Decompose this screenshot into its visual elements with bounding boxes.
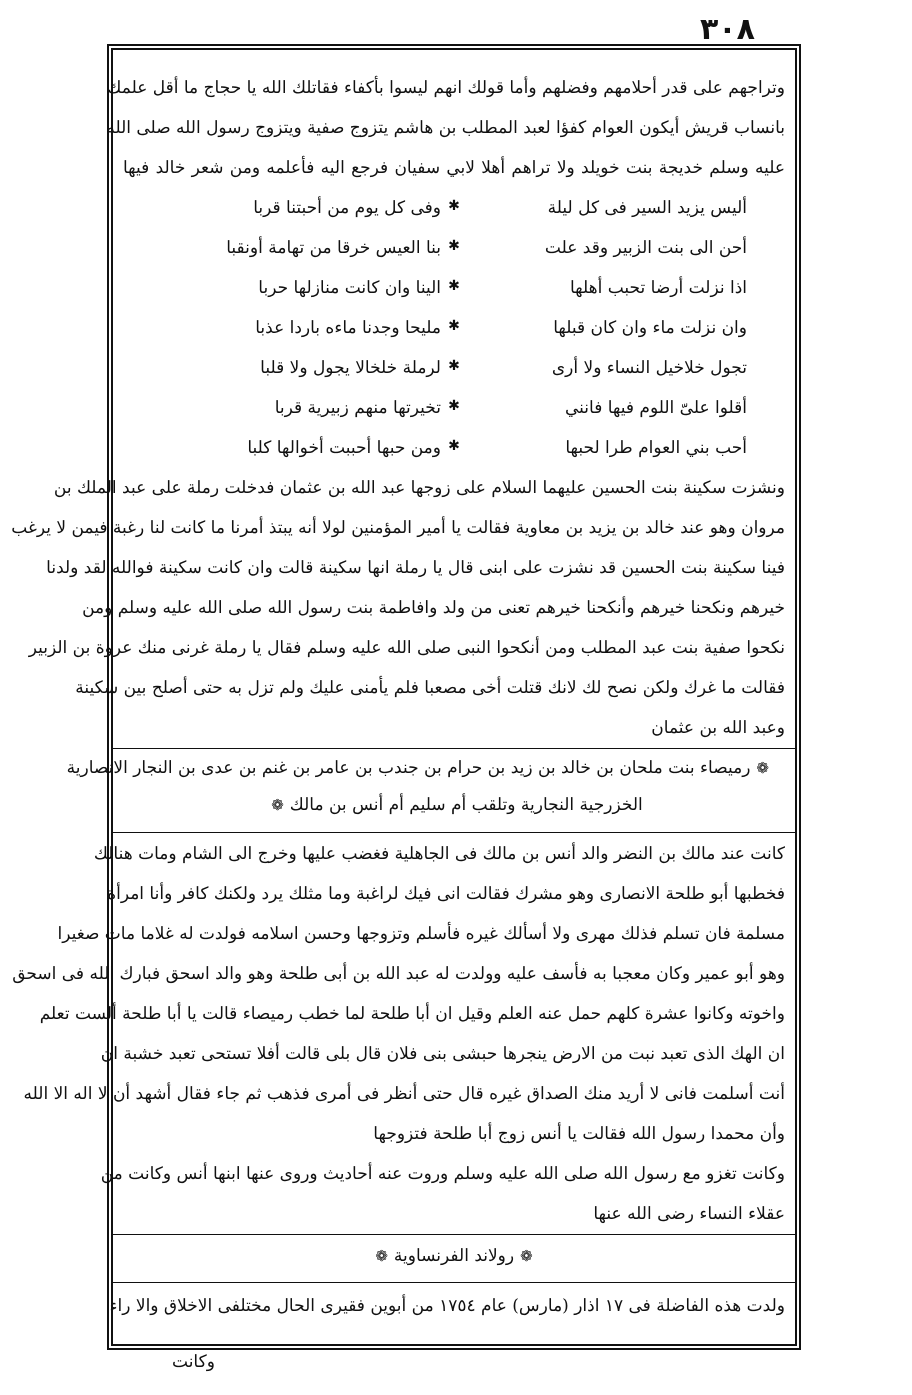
poem-verse [153,358,755,378]
ornament-icon: ❁ [375,1247,388,1265]
entry-title-line: الخزرجية النجارية وتلقب أم سليم أم أنس بن مالك❁ [133,795,775,815]
section-divider [113,748,795,749]
verse-second-hemistich: لرملة خلخالا يجول ولا قلبا [260,358,441,378]
text-line: عليه وسلم خديجة بنت خويلد ولا تراهم أهلا لابي سفيان فرجع اليه فأعلمه ومن شعر خالد فيها [123,158,785,178]
verse-first-hemistich: أحب بني العوام طرا لحبها [565,438,747,458]
poem-verse [153,438,755,458]
text-line: فينا سكينة بنت الحسين قد نشزت على ابنى قال يا رملة انها سكينة قالت وان كانت سكينة فوالله لقد ولدنا [46,558,785,578]
text-line: أنت أسلمت فانى لا أريد منك الصداق غيره قال حتى أنظر فى أمرى فذهب ثم جاء فقال أشهد أن لا اله الا الله [23,1084,785,1104]
star-separator-icon: ✱ [448,238,460,254]
entry-title-line: ❁رميصاء بنت ملحان بن خالد بن زيد بن حرام بن جندب بن عامر بن غنم بن عدى بن النجار الانصارية [133,758,775,778]
page-frame [11,44,801,1350]
poem-verse [153,278,755,298]
verse-second-hemistich: الينا وان كانت منازلها حربا [258,278,441,298]
text-line: واخوته وكانوا عشرة كلهم حمل عنه العلم وقيل ان أبا طلحة لما خطب رميصاء قالت يا أبا طلحة ألست تعلم [39,1004,785,1024]
verse-first-hemistich: أحن الى بنت الزبير وقد علت [544,238,747,258]
entry-title: ❁رولاند الفرنساوية❁ [133,1246,775,1266]
text-line: وهو أبو عمير وكان معجبا به فأسف عليه وولدت له عبد الله بن أبى طلحة وهو والد اسحق فبارك الله فى اسحق [12,964,785,984]
text-line: مروان وهو عند خالد بن يزيد بن معاوية فقالت يا أمير المؤمنين لولا أنه يبتذ أمرنا ما كانت لنا رغبة فيمن لا يرغب [11,518,785,538]
verse-second-hemistich: بنا العيس خرقا من تهامة أونقبا [226,238,441,258]
text-line: خيرهم ونكحنا خيرهم وأنكحنا خيرهم تعنى من ولد وافاطمة بنت رسول الله صلى الله عليه وسلم ومن [82,598,785,618]
text-line: ونشزت سكينة بنت الحسين عليهما السلام على زوجها عبد الله بن عثمان فدخلت رملة على عبد الملك بن [53,478,785,498]
section-divider [113,832,795,833]
verse-first-hemistich: أليس يزيد السير فى كل ليلة [547,198,747,218]
verse-first-hemistich: وان نزلت ماء وان كان قبلها [553,318,747,338]
section-divider [113,1282,795,1283]
star-separator-icon: ✱ [448,198,460,214]
ornament-icon: ❁ [271,796,284,814]
verse-first-hemistich: تجول خلاخيل النساء ولا أرى [551,358,747,378]
text-line: فخطبها أبو طلحة الانصارى وهو مشرك فقالت انى فيك لراغبة وما مثلك يرد ولكنك كافر وأنا امرأة [107,884,785,904]
page-number: ٣٠٨ [700,12,755,47]
text-line: ولدت هذه الفاضلة فى ١٧ اذار (مارس) عام ١٧٥٤ من أبوين فقيرى الحال مختلفى الاخلاق والا راء [109,1296,785,1316]
text-line: ان الهك الذى تعبد نبت من الارض ينجرها حبشى بنى فلان قال بلى قالت أفلا تستحى تعبد خشبة ان [100,1044,785,1064]
ornament-icon: ❁ [756,759,769,777]
star-separator-icon: ✱ [448,278,460,294]
poem-verse [153,238,755,258]
text-line: نكحوا صفية بنت عبد المطلب ومن أنكحوا النبى صلى الله عليه وسلم فقال يا رملة غرنى منك عروة بن الزبير [28,638,785,658]
poem-verse [153,318,755,338]
verse-first-hemistich: اذا نزلت أرضا تحبب أهلها [569,278,747,298]
poem-verse [153,198,755,218]
verse-second-hemistich: تخيرتها منهم زبيرية قربا [274,398,441,418]
verse-second-hemistich: ومن حبها أحببت أخوالها كلبا [247,438,441,458]
verse-second-hemistich: مليحا وجدنا ماءه باردا عذبا [255,318,441,338]
verse-first-hemistich: أقلوا علىّ اللوم فيها فانني [565,398,747,418]
catchword: وكانت [172,1352,215,1372]
star-separator-icon: ✱ [448,318,460,334]
text-line: وأن محمدا رسول الله فقالت يا أنس زوج أبا طلحة فتزوجها [373,1124,785,1144]
text-line: فقالت ما غرك ولكن نصح لك لانك قتلت أخى مصعبا فلم يأمنى عليك ولم تزل به حتى أصلح بين سكينة [75,678,785,698]
star-separator-icon: ✱ [448,438,460,454]
text-line: مسلمة فان تسلم فذلك مهرى ولا أسألك غيره فأسلم وتزوجها وحسن اسلامه فولدت له غلاما مات صغيرا [57,924,785,944]
star-separator-icon: ✱ [448,358,460,374]
poem-verse [153,398,755,418]
text-line: وعبد الله بن عثمان [651,718,785,738]
text-line: عقلاء النساء رضى الله عنها [593,1204,785,1224]
ornament-icon: ❁ [520,1247,533,1265]
text-line: وكانت تغزو مع رسول الله صلى الله عليه وسلم وروت عنه أحاديث وروى عنها ابنها أنس وكانت من [100,1164,785,1184]
star-separator-icon: ✱ [448,398,460,414]
text-line: بانساب قريش أيكون العوام كفؤا لعبد المطلب بن هاشم يتزوج صفية ويتزوج رسول الله صلى الله [106,118,785,138]
text-line: وتراجهم على قدر أحلامهم وفضلهم وأما قولك انهم ليسوا بأكفاء فقاتلك الله يا حجاج ما أقل علمك [107,78,785,98]
section-divider [113,1234,795,1235]
verse-second-hemistich: وفى كل يوم من أحبتنا قربا [253,198,441,218]
text-line: كانت عند مالك بن النضر والد أنس بن مالك فى الجاهلية فغضب عليها وخرج الى الشام ومات هنالك [93,844,785,864]
